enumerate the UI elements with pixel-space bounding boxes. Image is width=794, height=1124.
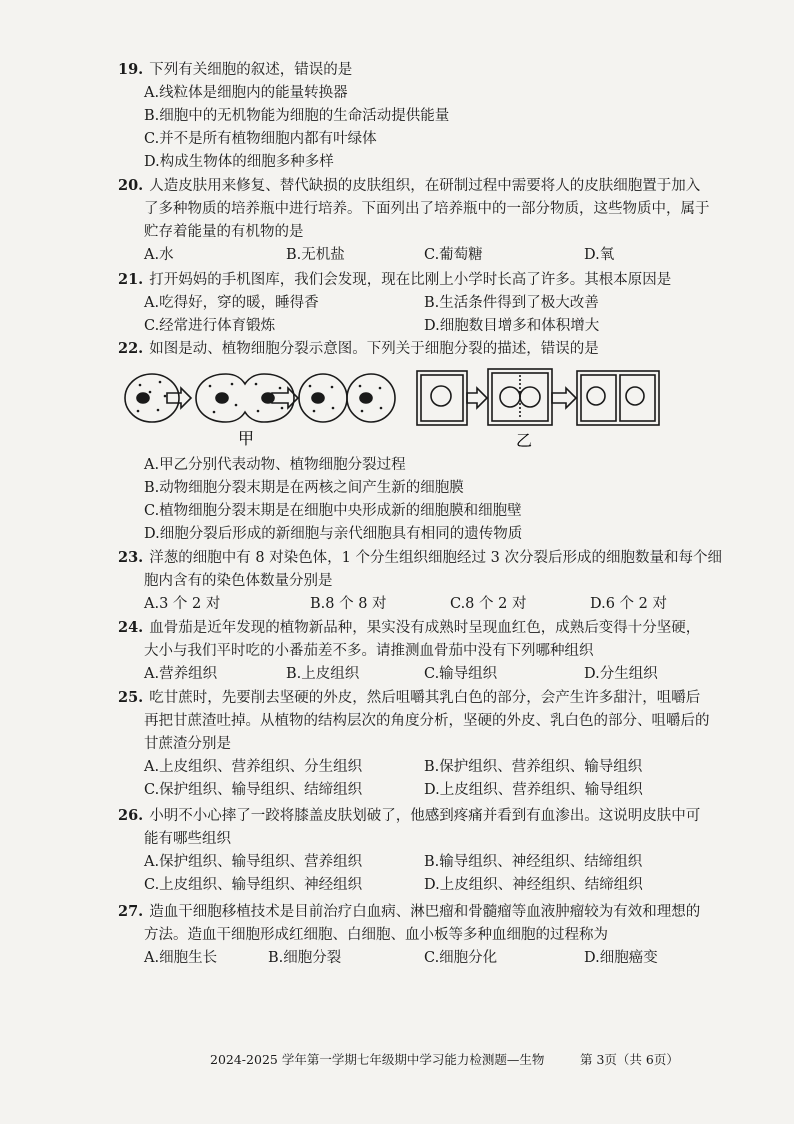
question-stem-line: 造血干细胞移植技术是目前治疗白血病、淋巴瘤和骨髓瘤等血液肿瘤较为有效和理想的 [149, 904, 701, 920]
question-25 [118, 686, 758, 802]
question-stem: 打开妈妈的手机图库，我们会发现，现在比刚上小学时长高了许多。其根本原因是 [149, 272, 672, 288]
option-a: A.吃得好，穿的暖，睡得香 [144, 295, 319, 311]
question-26 [118, 804, 758, 897]
page-footer [210, 1050, 679, 1068]
arrow-icon [272, 388, 298, 408]
option-d: D.细胞癌变 [584, 950, 658, 966]
arrow-icon [552, 388, 576, 408]
option-c: C.细胞分化 [424, 950, 498, 966]
question-stem-line: 洋葱的细胞中有 8 对染色体，1 个分生组织细胞经过 3 次分裂后形成的细胞数量和每个细 [149, 550, 722, 566]
cytoplasm-dots [137, 381, 383, 414]
page-number: 第 3页（共 6页） [580, 1052, 679, 1067]
option-a: A.上皮组织、营养组织、分生组织 [144, 759, 363, 775]
question-stem-line: 方法。造血干细胞形成红细胞、白细胞、血小板等多种血细胞的过程称为 [144, 927, 608, 943]
question-stem-line: 胞内含有的染色体数量分别是 [144, 573, 333, 589]
option-b: B.8 个 8 对 [310, 596, 387, 612]
question-stem-line: 甘蔗渣分别是 [144, 736, 231, 752]
option-c: C.输导组织 [424, 666, 498, 682]
question-number: 23. [118, 549, 144, 566]
question-number: 25. [118, 689, 144, 706]
option-b: B.输导组织、神经组织、结缔组织 [424, 854, 643, 870]
question-stem-line: 再把甘蔗渣吐掉。从植物的结构层次的角度分析，坚硬的外皮、乳白色的部分、咀嚼后的 [144, 713, 710, 729]
option-c: C.植物细胞分裂末期是在细胞中央形成新的细胞膜和细胞壁 [144, 503, 522, 519]
option-a: A.细胞生长 [144, 950, 218, 966]
question-stem-line: 贮存着能量的有机物的是 [144, 224, 304, 240]
figure-label-yi: 乙 [516, 431, 533, 450]
option-b: B.生活条件得到了极大改善 [424, 295, 599, 311]
option-a: A.保护组织、输导组织、营养组织 [144, 854, 363, 870]
question-number: 24. [118, 619, 144, 636]
question-24 [118, 616, 758, 686]
arrow-icon [467, 388, 487, 408]
question-number: 20. [118, 177, 144, 194]
question-number: 26. [118, 807, 144, 824]
option-c: C.并不是所有植物细胞内都有叶绿体 [144, 131, 377, 147]
animal-cell-1 [125, 374, 179, 422]
question-19 [118, 58, 758, 174]
option-d: D.上皮组织、营养组织、输导组织 [424, 782, 643, 798]
option-d: D.构成生物体的细胞多种多样 [144, 154, 334, 170]
question-stem: 下列有关细胞的叙述，错误的是 [149, 62, 353, 78]
animal-daughter-cells [299, 374, 395, 422]
question-22 [118, 337, 758, 361]
option-a: A.3 个 2 对 [144, 596, 221, 612]
question-number: 19. [118, 61, 144, 78]
option-d: D.氧 [584, 247, 615, 263]
option-c: C.经常进行体育锻炼 [144, 318, 276, 334]
option-b: B.无机盐 [286, 247, 345, 263]
option-a: A.营养组织 [144, 666, 218, 682]
option-d: D.细胞数目增多和体积增大 [424, 318, 600, 334]
question-stem-line: 大小与我们平时吃的小番茄差不多。请推测血骨茄中没有下列哪种组织 [144, 643, 594, 659]
plant-cell-1 [417, 371, 467, 425]
question-stem: 如图是动、植物细胞分裂示意图。下列关于细胞分裂的描述，错误的是 [149, 341, 599, 357]
question-stem-line: 吃甘蔗时，先要削去坚硬的外皮，然后咀嚼其乳白色的部分，会产生许多甜汁，咀嚼后 [149, 690, 701, 706]
animal-cell-dividing [196, 374, 294, 422]
option-a: A.甲乙分别代表动物、植物细胞分裂过程 [144, 457, 406, 473]
option-c: C.葡萄糖 [424, 247, 483, 263]
question-22-options [118, 454, 758, 546]
question-27 [118, 900, 758, 970]
figure-label-jia: 甲 [238, 429, 255, 448]
plant-cell-dividing [488, 369, 552, 425]
option-b: B.上皮组织 [286, 666, 360, 682]
footer-title: 2024-2025 学年第一学期七年级期中学习能力检测题—生物 [210, 1052, 545, 1067]
option-c: C.8 个 2 对 [450, 596, 527, 612]
plant-daughter-cells [577, 371, 659, 425]
option-b: B.细胞中的无机物能为细胞的生命活动提供能量 [144, 108, 450, 124]
question-stem-line: 小明不小心摔了一跤将膝盖皮肤划破了，他感到疼痛并看到有血渗出。这说明皮肤中可 [149, 808, 701, 824]
question-number: 22. [118, 340, 144, 357]
option-b: B.动物细胞分裂末期是在两核之间产生新的细胞膜 [144, 480, 464, 496]
option-d: D.分生组织 [584, 666, 658, 682]
question-number: 21. [118, 271, 144, 288]
option-a: A.线粒体是细胞内的能量转换器 [144, 85, 348, 101]
question-23 [118, 546, 758, 616]
option-a: A.水 [144, 247, 174, 263]
option-c: C.上皮组织、输导组织、神经组织 [144, 877, 363, 893]
option-d: D.6 个 2 对 [590, 596, 667, 612]
option-b: B.细胞分裂 [268, 950, 342, 966]
option-c: C.保护组织、输导组织、结缔组织 [144, 782, 363, 798]
question-21 [118, 268, 758, 338]
question-stem-line: 人造皮肤用来修复、替代缺损的皮肤组织，在研制过程中需要将人的皮肤细胞置于加入 [149, 178, 701, 194]
option-b: B.保护组织、营养组织、输导组织 [424, 759, 643, 775]
question-number: 27. [118, 903, 144, 920]
question-stem-line: 了多种物质的培养瓶中进行培养。下面列出了培养瓶中的一部分物质，这些物质中，属于 [144, 201, 710, 217]
option-d: D.上皮组织、神经组织、结缔组织 [424, 877, 643, 893]
option-d: D.细胞分裂后形成的新细胞与亲代细胞具有相同的遗传物质 [144, 526, 523, 542]
question-20 [118, 174, 758, 267]
arrow-icon [167, 388, 191, 408]
question-stem-line: 血骨茄是近年发现的植物新品种，果实没有成熟时呈现血红色，成熟后变得十分坚硬， [149, 620, 701, 636]
question-stem-line: 能有哪些组织 [144, 831, 231, 847]
